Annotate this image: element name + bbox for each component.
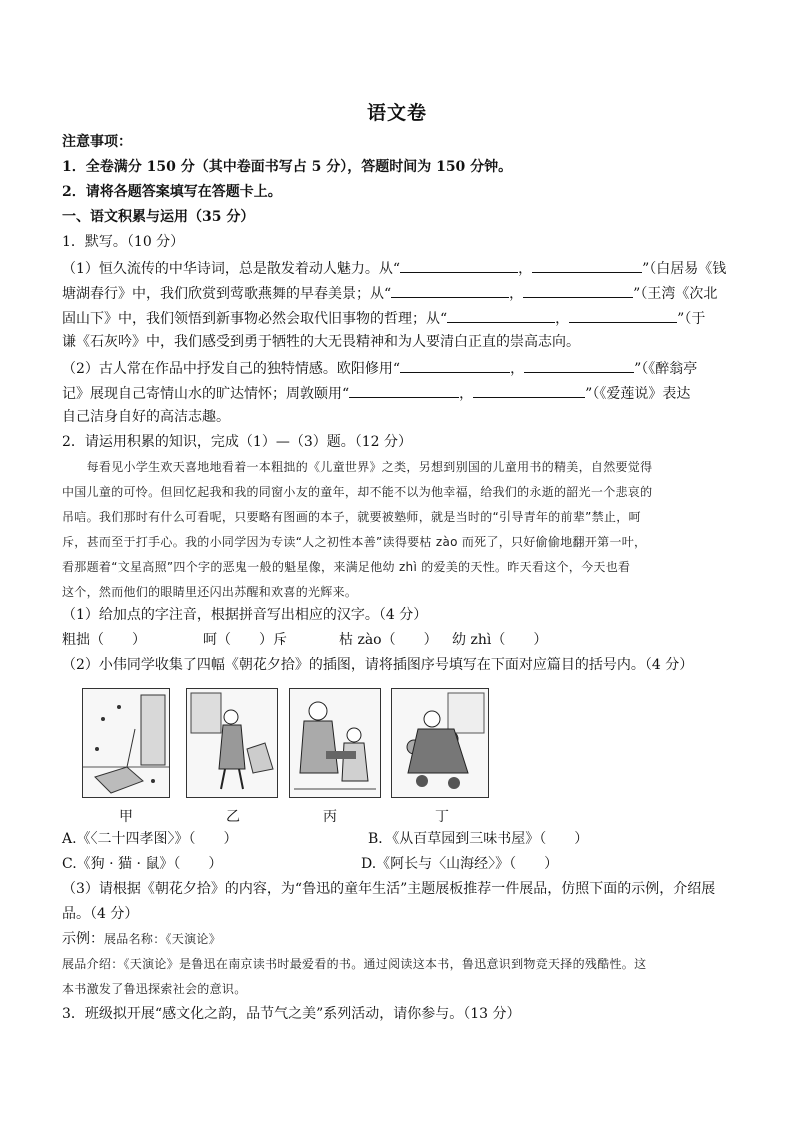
q2-sub2: （2）小伟同学收集了四幅《朝花夕拾》的插图，请将插图序号填写在下面对应篇目的括号内。（4 分）: [62, 657, 694, 673]
passage-line: 每看见小学生欢天喜地地看着一本粗拙的《儿童世界》之类，另想到别国的儿童用书的精美，自然要觉得: [62, 460, 653, 474]
answer-blank[interactable]: [532, 259, 642, 273]
example-name: 展品名称：《天演论》: [104, 932, 222, 946]
q2-sub3-line2: 品。（4 分）: [62, 906, 139, 922]
q1-part2-line1: [62, 359, 742, 378]
illustration-yi: [186, 688, 278, 798]
page-title: 语文卷: [366, 102, 427, 124]
answer-blank[interactable]: [400, 259, 518, 273]
example-line: [62, 931, 742, 948]
q2-sub3-line1: （3）请根据《朝花夕拾》的内容，为“鲁迅的童年生活”主题展板推荐一件展品，仿照下面的示例，介绍展: [62, 881, 716, 897]
caption-jia: 甲: [119, 809, 133, 825]
passage-line: 这个，然而他们的眼睛里还闪出苏醒和欢喜的光辉来。: [62, 585, 358, 599]
q1-part1-line2: [62, 284, 742, 303]
comma: ，: [510, 361, 525, 377]
q1-text: 固山下》中，我们领悟到新事物必然会取代旧事物的哲理；从“: [62, 311, 448, 327]
answer-blank[interactable]: [391, 284, 509, 298]
illustration-bing: [289, 688, 381, 798]
caption-yi: 乙: [226, 809, 240, 825]
illustration-jia: [82, 688, 170, 798]
section-heading: 一、语文积累与运用（35 分）: [62, 209, 255, 225]
q1-text: ”（白居易《钱: [642, 261, 727, 277]
notice-item-2: 2．请将各题答案填写在答题卡上。: [62, 184, 282, 200]
fill-item-3[interactable]: 枯 zào（ ）: [339, 632, 438, 648]
q1-stem: 1．默写。（10 分）: [62, 234, 185, 250]
answer-blank[interactable]: [447, 309, 555, 323]
q1-text: ”（《醉翁亭: [634, 361, 698, 377]
passage-line: 中国儿童的可怜。但回忆起我和我的同窗小友的童年，却不能不以为他幸福，给我们的永逝的韶光一个悲哀的: [62, 485, 653, 499]
caption-ding: 丁: [435, 809, 449, 825]
q2-sub1: （1）给加点的字注音，根据拼音写出相应的汉字。（4 分）: [62, 607, 428, 623]
q1-text: 记》展现自己寄情山水的旷达情怀；周敦颐用“: [62, 386, 350, 402]
passage-line: 吊唁。我们那时有什么可看呢，只要略有图画的本子，就要被塾师，就是当时的“引导青年的前辈”禁止，呵: [62, 510, 641, 524]
q2-stem: 2．请运用积累的知识，完成（1）—（3）题。（12 分）: [62, 434, 412, 450]
option-b[interactable]: B．《从百草园到三味书屋》（ ）: [368, 831, 589, 847]
q1-text: 塘湖春行》中，我们欣赏到莺歌燕舞的早春美景；从“: [62, 286, 392, 302]
passage-line: 斥，甚而至于打手心。我的小同学因为专读“人之初性本善”读得要枯 zào 而死了，只好偷偷地翻开第一叶，: [62, 535, 647, 549]
answer-blank[interactable]: [400, 359, 510, 373]
fill-item-4[interactable]: 幼 zhì（ ）: [452, 632, 548, 648]
option-c[interactable]: C.《狗 · 猫 · 鼠》（ ）: [62, 856, 223, 872]
comma: ，: [518, 261, 533, 277]
q1-part1-line4: 谦《石灰吟》中，我们感受到勇于牺牲的大无畏精神和为人要清白正直的崇高志向。: [62, 334, 580, 350]
answer-blank[interactable]: [349, 384, 459, 398]
q1-part1-line1: [62, 259, 742, 278]
answer-blank[interactable]: [473, 384, 585, 398]
comma: ，: [509, 286, 524, 302]
answer-blank[interactable]: [523, 284, 633, 298]
option-d[interactable]: D.《阿长与〈山海经〉》（ ）: [361, 856, 559, 872]
passage-line: 看那题着“文星高照”四个字的恶鬼一般的魁星像，来满足他幼 zhì 的爱美的天性。昨天看这个，今天也看: [62, 560, 631, 574]
answer-blank[interactable]: [524, 359, 634, 373]
q1-part2-line2: [62, 384, 742, 403]
q1-text: （1）恒久流传的中华诗词，总是散发着动人魅力。从“: [62, 261, 401, 277]
illustration-ding: [391, 688, 489, 798]
q1-part1-line3: [62, 309, 742, 328]
comma: ，: [555, 311, 570, 327]
answer-blank[interactable]: [569, 309, 677, 323]
q1-text: ”（王湾《次北: [633, 286, 718, 302]
comma: ，: [459, 386, 474, 402]
q1-text: （2）古人常在作品中抒发自己的独特情感。欧阳修用“: [62, 361, 401, 377]
q1-part2-line3: 自己洁身自好的高洁志趣。: [62, 409, 230, 425]
q3-stem: 3．班级拟开展“感文化之韵，品节气之美”系列活动，请你参与。（13 分）: [62, 1006, 521, 1022]
notice-heading: 注意事项：: [62, 134, 132, 150]
example-intro-line2: 本书激发了鲁迅探索社会的意识。: [62, 982, 247, 996]
example-label: 示例：: [62, 931, 104, 947]
q1-text: ”（于: [677, 311, 706, 327]
fill-item-2[interactable]: 呵（ ）斥: [203, 632, 287, 648]
option-a[interactable]: A.《〈二十四孝图〉》（ ）: [62, 831, 238, 847]
fill-item-1[interactable]: 粗拙（ ）: [62, 632, 146, 648]
q1-text: ”（《爱莲说》表达: [585, 386, 691, 402]
caption-bing: 丙: [323, 809, 337, 825]
example-intro-line1: 展品介绍：《天演论》是鲁迅在南京读书时最爱看的书。通过阅读这本书，鲁迅意识到物竞天择的残酷性。这: [62, 957, 647, 971]
notice-item-1: 1．全卷满分 150 分（其中卷面书写占 5 分），答题时间为 150 分钟。: [62, 159, 513, 175]
